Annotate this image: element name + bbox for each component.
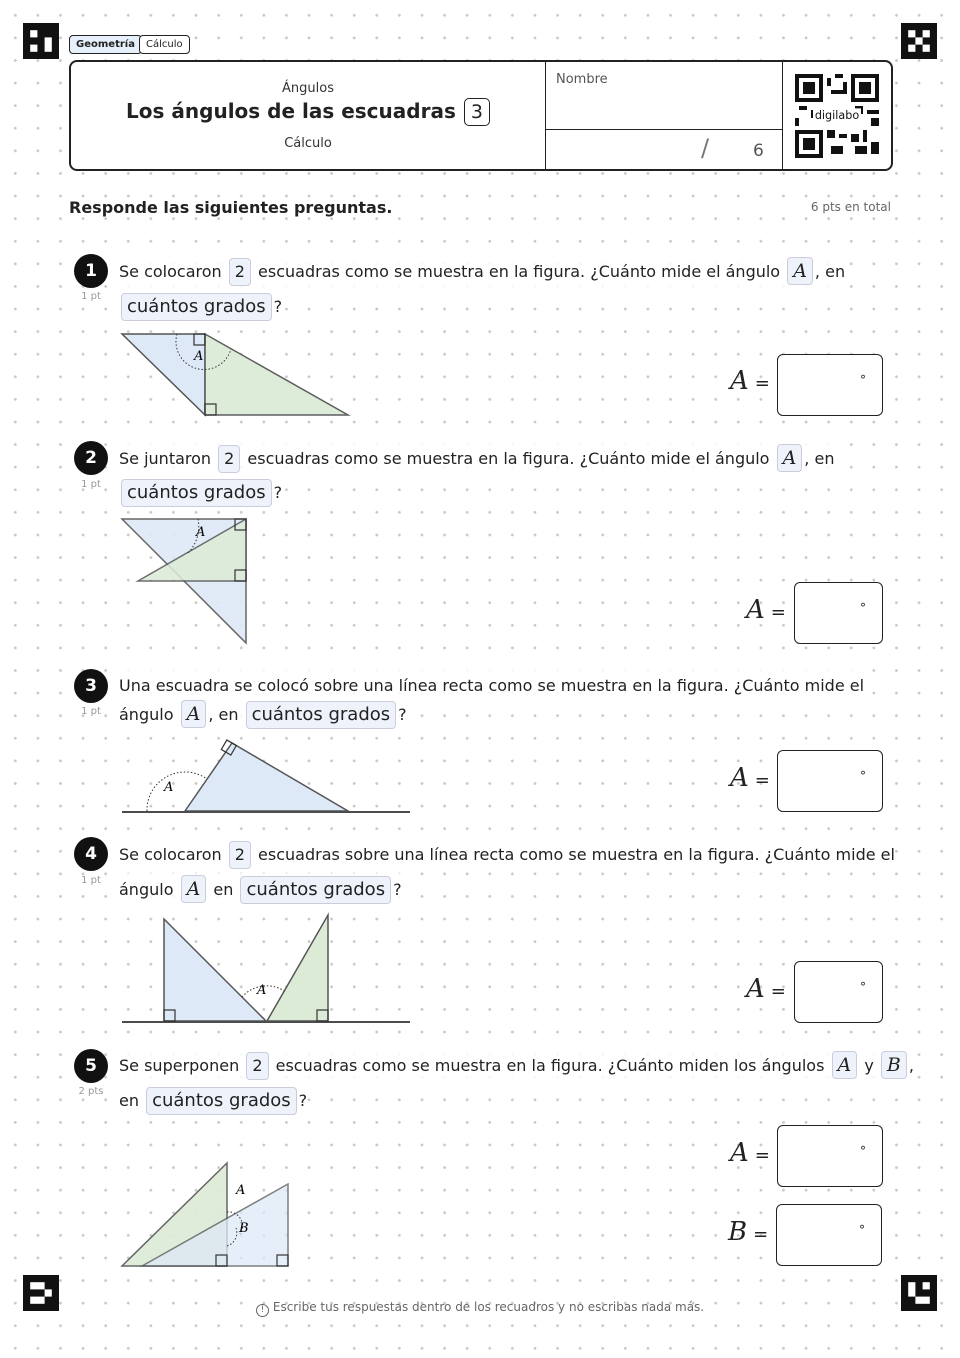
answer-box-3a[interactable]: ° <box>777 750 883 812</box>
tag-calculo: Cálculo <box>139 35 190 54</box>
question-points-2: 1 pt <box>81 479 101 490</box>
number-chip: 2 <box>229 841 251 869</box>
angle-chip-a: A <box>832 1051 858 1079</box>
angle-chip-a: A <box>181 875 207 903</box>
name-field[interactable] <box>546 62 782 129</box>
question-3-line-1: Una escuadra se colocó sobre una línea recta como se muestra en la figura. ¿Cuánto mide el <box>119 669 864 703</box>
header-topic: Ángulos <box>282 81 334 96</box>
score-slash: / <box>701 134 710 162</box>
figure-question-3 <box>110 735 420 820</box>
tag-geometria: Geometría <box>69 35 142 54</box>
qr-code-icon <box>795 74 879 158</box>
number-chip: 2 <box>229 258 251 286</box>
figure-question-5 <box>110 1150 310 1275</box>
question-points-1: 1 pt <box>81 291 101 302</box>
unit-chip: cuántos grados <box>246 701 397 729</box>
question-number-3: 3 <box>74 669 108 703</box>
answer-box-2a[interactable]: ° <box>794 582 883 644</box>
angle-chip-b: B <box>881 1051 907 1079</box>
worksheet-header <box>69 60 893 171</box>
header-title-area <box>71 62 545 169</box>
figure-label-a: A <box>164 780 174 795</box>
question-1-line-2: cuántos grados ? <box>119 290 282 324</box>
figure-label-a: A <box>257 983 267 998</box>
page-title: Los ángulos de las escuadras 3 <box>71 98 545 126</box>
question-1-line-1: Se colocaron 2 escuadras como se muestra en la figura. ¿Cuánto mide el ángulo A , en <box>119 255 845 289</box>
question-points-4: 1 pt <box>81 875 101 886</box>
instructions: Responde las siguientes preguntas. <box>69 198 393 217</box>
figure-question-1 <box>110 325 370 425</box>
question-3-line-2: ángulo A , en cuántos grados ? <box>119 698 407 732</box>
figure-label-a: A <box>236 1183 246 1198</box>
score-total: 6 <box>753 141 764 161</box>
header-subtitle: Cálculo <box>284 136 332 151</box>
answer-box-4a[interactable]: ° <box>794 961 883 1023</box>
number-chip: 2 <box>246 1052 268 1080</box>
unit-chip: cuántos grados <box>121 293 272 321</box>
corner-marker-top-right <box>901 23 937 59</box>
qr-label: digilabo <box>814 109 860 123</box>
footer-note: ! Escribe tus respuestas dentro de los recuadros y no escribas nada más. <box>0 1300 960 1317</box>
angle-chip-a: A <box>777 444 803 472</box>
total-points: 6 pts en total <box>810 200 891 214</box>
answer-box-5a[interactable]: ° <box>777 1125 883 1187</box>
unit-chip: cuántos grados <box>240 876 391 904</box>
question-5-line-2: en cuántos grados ? <box>119 1084 307 1118</box>
question-number-1: 1 <box>74 254 108 288</box>
question-number-2: 2 <box>74 441 108 475</box>
question-4-line-1: Se colocaron 2 escuadras sobre una línea recta como se muestra en la figura. ¿Cuánto mide el <box>119 838 895 872</box>
unit-chip: cuántos grados <box>121 479 272 507</box>
corner-marker-top-left <box>23 23 59 59</box>
figure-question-4 <box>110 910 420 1030</box>
angle-chip-a: A <box>787 257 813 285</box>
name-label: Nombre <box>556 72 608 87</box>
number-chip: 2 <box>218 445 240 473</box>
name-score-area <box>545 62 783 169</box>
info-icon: ! <box>256 1304 269 1317</box>
level-badge: 3 <box>464 98 490 126</box>
figure-question-2 <box>110 510 260 650</box>
question-points-5: 2 pts <box>78 1086 104 1097</box>
answer-box-5b[interactable]: ° <box>776 1204 882 1266</box>
answer-label-3a: A = <box>730 763 770 793</box>
answer-label-5b: B = <box>728 1217 769 1247</box>
answer-box-1a[interactable]: ° <box>777 354 883 416</box>
question-number-4: 4 <box>74 837 108 871</box>
question-4-line-2: ángulo A en cuántos grados ? <box>119 873 402 907</box>
unit-chip: cuántos grados <box>146 1087 297 1115</box>
figure-label-b: B <box>239 1221 249 1236</box>
answer-label-5a: A = <box>730 1138 770 1168</box>
figure-label-a: A <box>196 525 206 540</box>
question-2-line-1: Se juntaron 2 escuadras como se muestra en la figura. ¿Cuánto mide el ángulo A , en <box>119 442 834 476</box>
answer-label-4a: A = <box>746 974 786 1004</box>
answer-label-2a: A = <box>746 595 786 625</box>
question-5-line-1: Se superponen 2 escuadras como se muestra en la figura. ¿Cuánto miden los ángulos A y B , <box>119 1049 914 1083</box>
answer-label-1a: A = <box>730 366 770 396</box>
question-number-5: 5 <box>74 1049 108 1083</box>
figure-label-a: A <box>194 349 204 364</box>
angle-chip-a: A <box>181 700 207 728</box>
question-2-line-2: cuántos grados ? <box>119 476 282 510</box>
question-points-3: 1 pt <box>81 706 101 717</box>
